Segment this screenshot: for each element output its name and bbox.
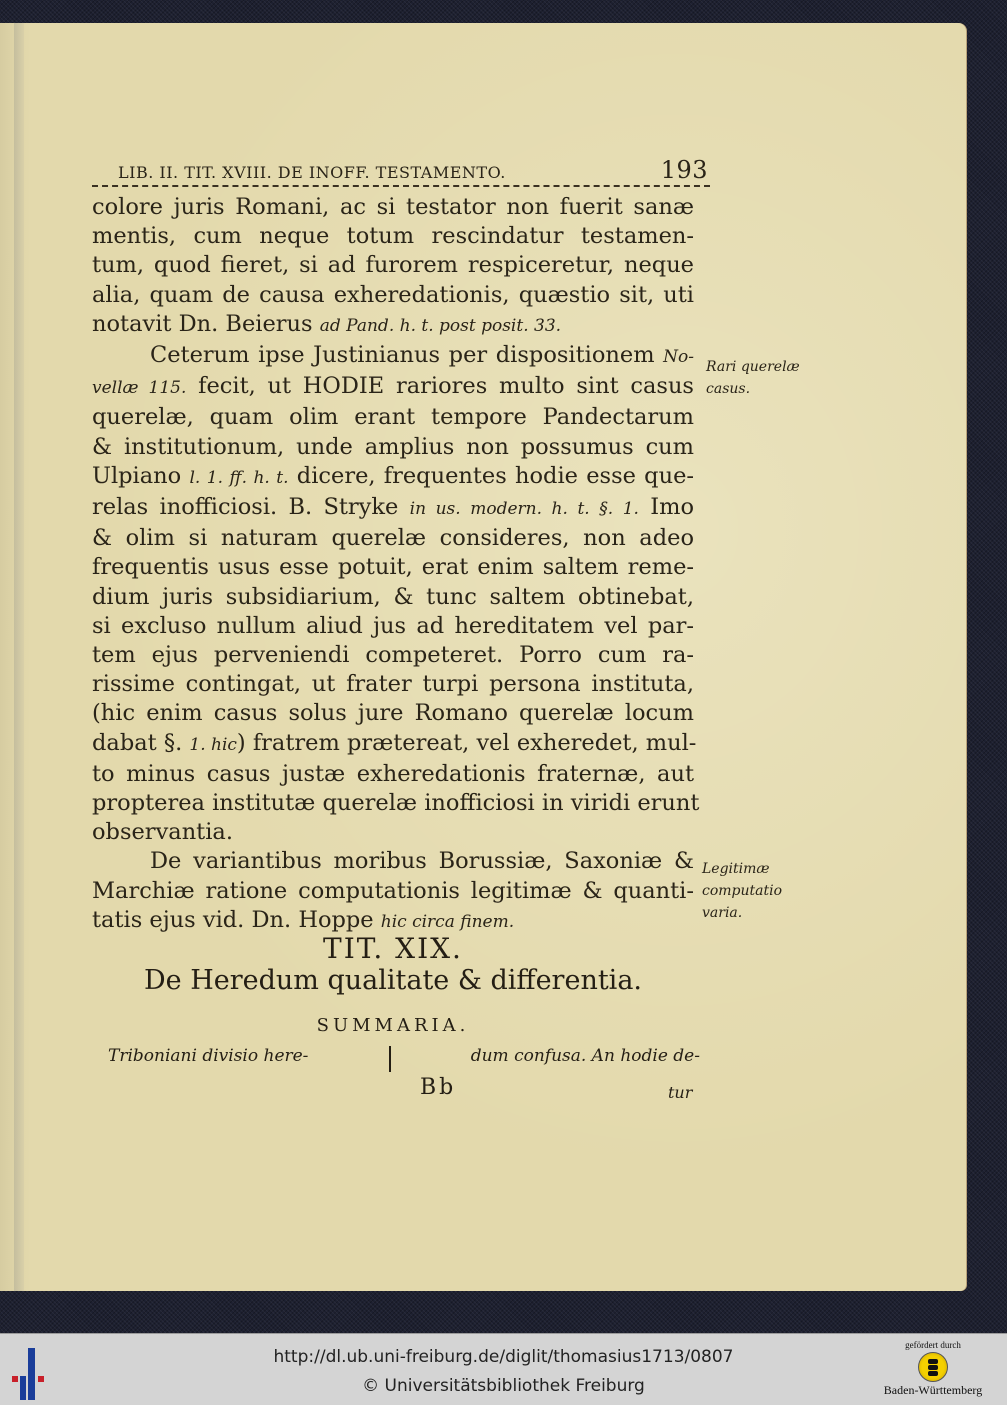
- text-line: to minus casus justæ exheredationis fraternæ, aut: [92, 760, 694, 787]
- text-line: De variantibus moribus Borussiæ, Saxoniæ &: [150, 848, 694, 875]
- catchword: tur: [668, 1083, 693, 1102]
- text-line: [92, 341, 694, 372]
- text-line: [92, 310, 694, 341]
- text-line: frequentis usus esse potuit, erat enim saltem reme-: [92, 554, 694, 581]
- header-rule: [92, 185, 710, 187]
- text-line: dium juris subsidiarium, & tunc saltem obtinebat,: [92, 583, 694, 610]
- text-line: & institutionum, unde amplius non possumus cum: [92, 433, 694, 460]
- margin-note-line: varia.: [702, 905, 743, 921]
- baden-wuerttemberg-crest-icon: [918, 1352, 948, 1382]
- text-span: tatis ejus vid. Dn. Hoppe: [92, 906, 374, 933]
- citation: 1. hic: [189, 734, 237, 755]
- running-head-title: LIB. II. TIT. XVIII. DE INOFF. TESTAMENTO.: [118, 163, 506, 182]
- signature-mark: Bb: [420, 1075, 457, 1100]
- citation: No-: [663, 347, 694, 368]
- text-line: alia, quam de causa exheredationis, quæstio sit, uti: [92, 281, 694, 308]
- title-name: De Heredum qualitate & differentia.: [143, 965, 642, 996]
- citation: vellæ 115.: [92, 378, 187, 399]
- text-line: observantia.: [92, 819, 233, 846]
- text-line: [92, 493, 694, 524]
- text-span: Ceterum ipse Justinianus per dispositionem: [150, 342, 655, 369]
- text-line: rissime contingat, ut frater turpi persona instituta,: [92, 671, 694, 698]
- sponsor-name: Baden-Württemberg: [883, 1383, 983, 1397]
- text-line: mentis, cum neque totum rescindatur testamen-: [92, 223, 694, 250]
- margin-note: [706, 356, 800, 400]
- margin-note-line: computatio: [702, 883, 783, 899]
- text-line: propterea institutæ querelæ inofficiosi in viridi erunt: [92, 790, 700, 817]
- copyright-text: © Universitätsbibliothek Freiburg: [362, 1376, 645, 1396]
- text-span: dicere, frequentes hodie esse que-: [296, 462, 694, 489]
- text-span: Ulpiano: [92, 462, 182, 489]
- text-line: colore juris Romani, ac si testator non fuerit sanæ: [92, 194, 694, 220]
- sponsor-block: [868, 1340, 998, 1398]
- text-span: Imo: [650, 494, 695, 521]
- text-line: (hic enim casus solus jure Romano querelæ locum: [92, 700, 694, 727]
- footer: [0, 1333, 1007, 1405]
- citation: in us. modern. h. t. §. 1.: [409, 499, 639, 520]
- summary-right: dum confusa. An hodie de-: [470, 1046, 700, 1066]
- text-line: Marchiæ ratione computationis legitimæ & quanti-: [92, 877, 694, 904]
- citation: l. 1. ff. h. t.: [189, 467, 289, 488]
- text-line: [92, 462, 694, 493]
- summary-line: [108, 1046, 700, 1072]
- text-span: notavit Dn. Beierus: [92, 310, 313, 337]
- citation: hic circa finem.: [380, 911, 515, 932]
- text-line: si excluso nullum aliud jus ad hereditatem vel par-: [92, 612, 694, 639]
- text-line: tum, quod fieret, si ad furorem respiceretur, neque: [92, 252, 694, 279]
- running-head: [118, 156, 708, 184]
- citation: ad Pand. h. t. post posit. 33.: [319, 315, 562, 336]
- text-span: ) fratrem prætereat, vel exheredet, mul-: [236, 729, 697, 756]
- sponsor-label: gefördert durch: [905, 1340, 961, 1350]
- text-line: & olim si naturam querelæ consideres, non adeo: [92, 525, 694, 552]
- summary-left: Triboniani divisio here-: [108, 1046, 309, 1066]
- margin-note: [702, 858, 782, 924]
- permalink-url[interactable]: http://dl.ub.uni-freiburg.de/diglit/thomasius1713/0807: [273, 1347, 734, 1367]
- text-line: tem ejus perveniendi competeret. Porro cum ra-: [92, 642, 694, 669]
- title-number: TIT. XIX.: [323, 932, 463, 965]
- margin-note-line: Legitimæ: [702, 861, 770, 877]
- text-line: [92, 372, 694, 403]
- body-text: [92, 193, 700, 937]
- text-span: dabat §.: [92, 729, 183, 756]
- page-gutter: [14, 23, 24, 1291]
- text-span: relas inofficiosi. B. Stryke: [92, 494, 399, 521]
- summaria-heading: SUMMARIA.: [316, 1015, 470, 1036]
- page-number: 193: [660, 156, 708, 184]
- text-line: querelæ, quam olim erant tempore Pandectarum: [92, 404, 694, 431]
- margin-note-line: Rari querelæ: [706, 359, 800, 375]
- column-divider: [389, 1046, 391, 1072]
- text-line: [92, 729, 697, 760]
- margin-note-line: casus.: [706, 381, 751, 397]
- text-span: fecit, ut HODIE rariores multo sint casus: [198, 373, 694, 400]
